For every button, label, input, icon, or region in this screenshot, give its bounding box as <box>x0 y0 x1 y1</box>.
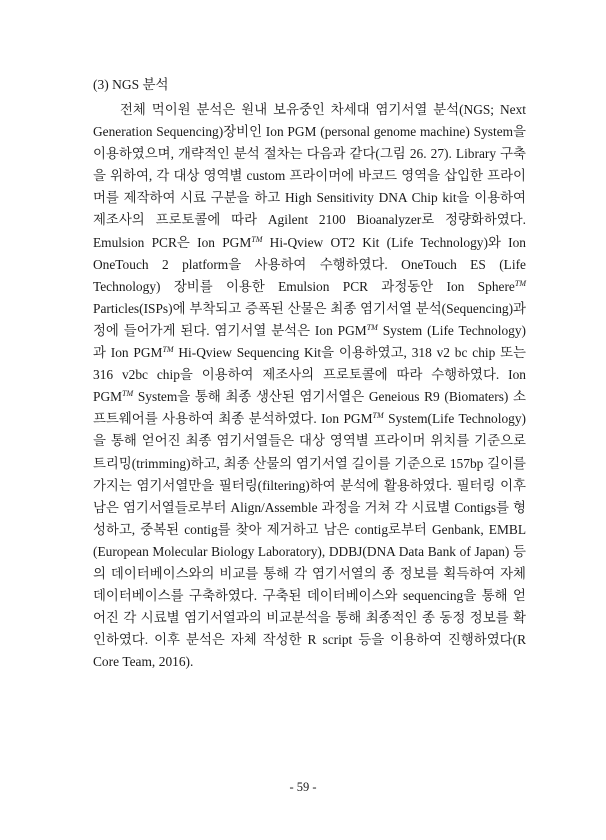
trademark-superscript: TM <box>251 234 263 244</box>
trademark-superscript: TM <box>122 389 134 399</box>
body-paragraph <box>93 99 526 673</box>
section-heading: (3) NGS 분석 <box>93 77 169 92</box>
trademark-superscript: TM <box>162 345 174 355</box>
trademark-superscript: TM <box>366 322 378 332</box>
paragraph-text: System(Life Technology)을 통해 얻어진 최종 염기서열들은 대상 영역별 프라이머 위치를 기준으로 트리밍(trimming)하고, 최종 산물의 염기서열 길이를 기준으로 157bp 길이를 가지는 염기서열만을 필터링(filtering)하여 분석에 활용하였다. 필터링 이후 남은 염기서열들로부터 Align/Assemble 과정을 거쳐 각 시료별 Contigs를 형성하고, 중복된 contig를 찾아 제거하고 남은 contig로부터 Genbank, EMBL (European Molecular Biology Laboratory), DDBJ(DNA Data Bank of Japan) 등의 데이터베이스와의 비교를 통해 각 염기서열의 종 정보를 획득하여 자체 데이터베이스를 구축하였다. 구축된 데이터베이스와 sequencing을 통해 얻어진 각 시료별 염기서열과의 비교분석을 통해 최종적인 종 동정 정보를 확인하였다. 이후 분석은 자체 작성한 R script 등을 이용하여 진행하였다(R Core Team, 2016). <box>93 411 526 670</box>
page-number: - 59 - <box>289 780 317 794</box>
trademark-superscript: TM <box>372 411 384 421</box>
paragraph-text: 전체 먹이원 분석은 원내 보유중인 차세대 염기서열 분석(NGS; Next Generation Sequencing)장비인 Ion PGM (personal genome machine) System을 이용하였으며, 개략적인 분석 절차는 다음과 같다(그림 26. 27). Library 구축을 위하여, 각 대상 영역별 custom 프라이머에 바코드 영역을 삽입한 프라이머를 제작하여 시료 구분을 하고 High Sensitivity DNA Chip kit을 이용하여 제조사의 프로토콜에 따라 Agilent 2100 Bioanalyzer로 정량화하였다. Emulsion PCR은 Ion PGM <box>93 102 526 250</box>
paragraph-text: Hi-Qview OT2 Kit (Life Technology)와 Ion OneTouch 2 platform을 사용하여 수행하였다. OneTouch ES (Life Technology) 장비를 이용한 Emulsion PCR 과정동안 Ion Sphere <box>93 234 526 294</box>
paragraph-text: System을 통해 최종 생산된 염기서열은 Geneious R9 (Biomaters) 소프트웨어를 사용하여 최종 분석하였다. Ion PGM <box>93 389 526 427</box>
paragraph-text: Hi-Qview Sequencing Kit을 이용하였고, 318 v2 bc chip 또는 316 v2bc chip을 이용하여 제조사의 프로토콜에 따라 수행하였다. Ion PGM <box>93 345 526 405</box>
paragraph-text: Particles(ISPs)에 부착되고 증폭된 산물은 최종 염기서열 분석(Sequencing)과정에 들어가게 된다. 염기서열 분석은 Ion PGM <box>93 300 526 338</box>
paragraph-text: System (Life Technology)과 Ion PGM <box>93 322 526 361</box>
trademark-superscript: TM <box>514 278 526 288</box>
